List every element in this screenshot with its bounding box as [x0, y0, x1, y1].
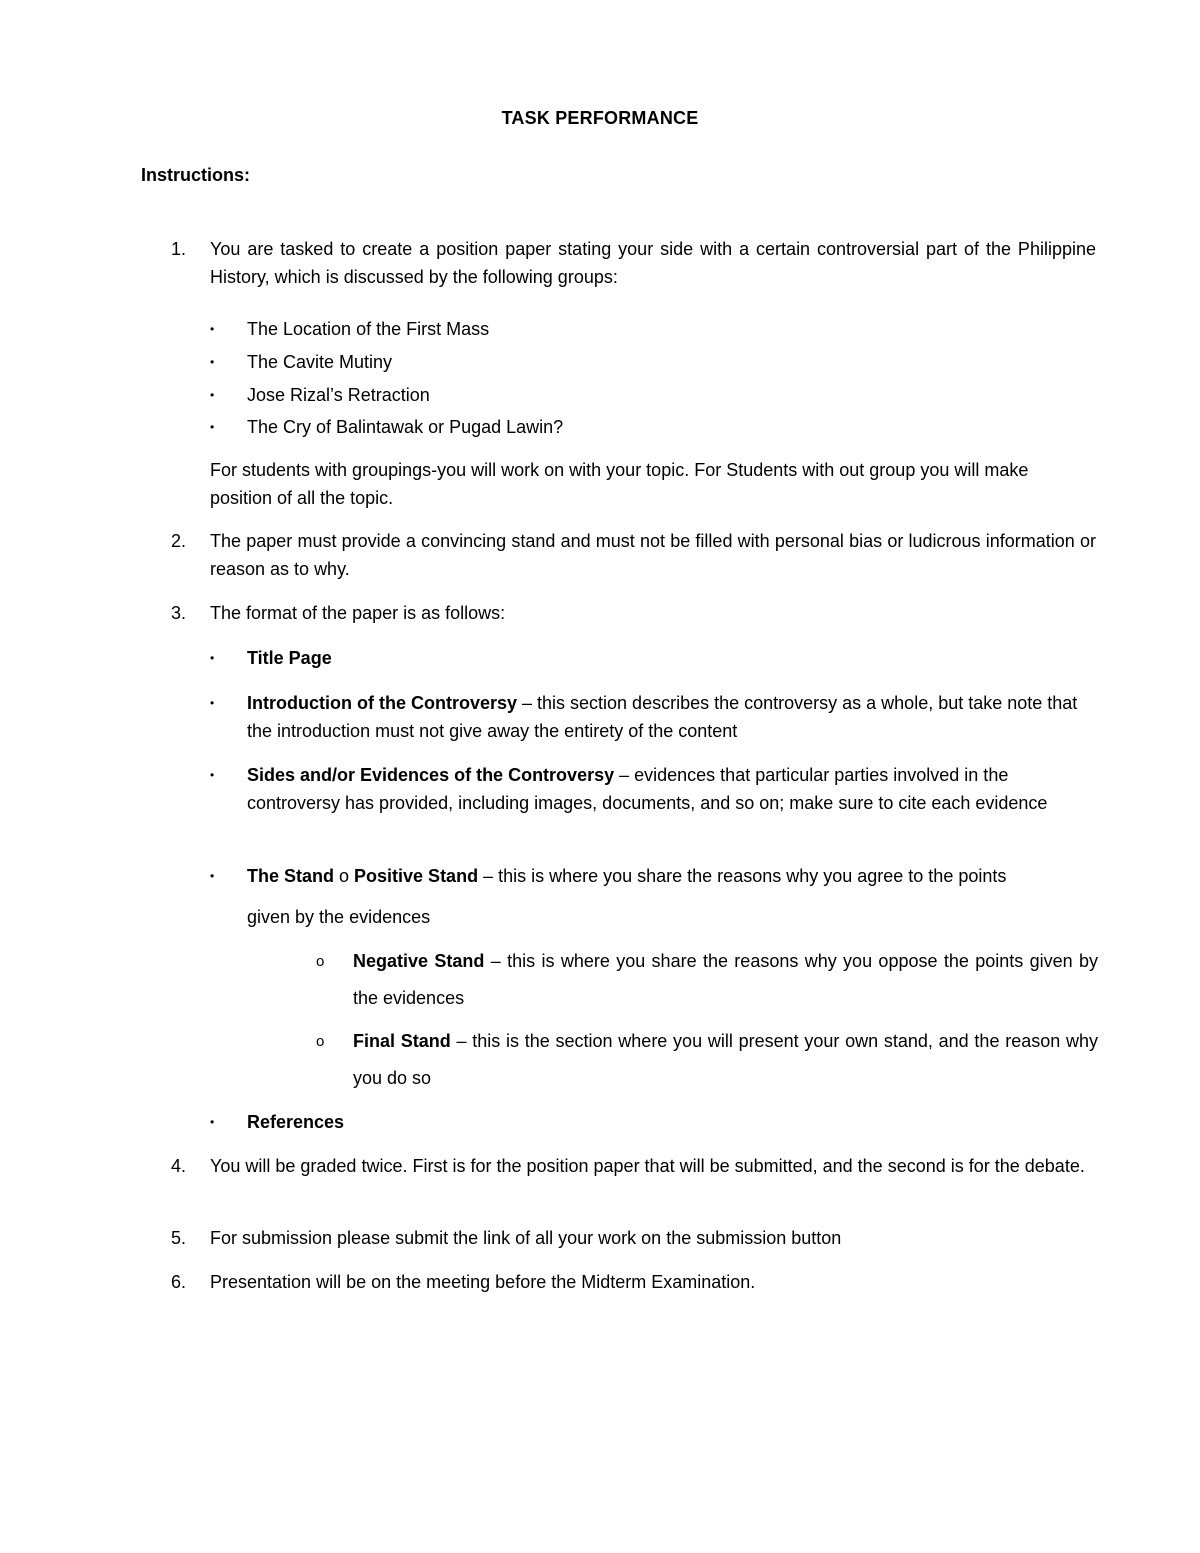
topic-text: The Cavite Mutiny: [247, 352, 393, 372]
topic-text: The Location of the First Mass: [247, 319, 490, 339]
item-number: 2.: [171, 531, 187, 551]
topic-text: The Cry of Balintawak or Pugad Lawin?: [247, 417, 564, 437]
circle-bullet-icon: o: [316, 1033, 325, 1050]
final-stand-text: – this is the section where you will present your own stand, and the reason why you do so: [353, 1031, 1098, 1088]
circle-bullet-icon: o: [316, 953, 325, 970]
negative-stand-text: – this is where you share the reasons why you oppose the points given by the evidences: [353, 951, 1098, 1008]
item-text: Presentation will be on the meeting before the Midterm Examination.: [210, 1272, 756, 1292]
format-label: Title Page: [247, 648, 332, 668]
instructions-heading: Instructions:: [141, 165, 251, 185]
item-text: The format of the paper is as follows:: [210, 603, 506, 623]
format-label: Introduction of the Controversy: [247, 693, 517, 713]
item-text: For submission please submit the link of all your work on the submission button: [210, 1228, 842, 1248]
item-number: 6.: [171, 1272, 187, 1292]
negative-stand-label: Negative Stand: [353, 951, 485, 971]
format-label: References: [247, 1112, 345, 1132]
item-number: 5.: [171, 1228, 187, 1248]
format-description: – this section describes the controversy as a whole, but take note that the introduction must not give away the entirety of the content: [247, 693, 1078, 741]
bullet-icon: •: [210, 420, 215, 434]
bullet-icon: •: [210, 388, 215, 402]
item-text: The paper must provide a convincing stand and must not be filled with personal bias or ludicrous information or reason as to why.: [210, 531, 1096, 579]
bullet-icon: •: [210, 1115, 215, 1129]
item-number: 1.: [171, 239, 187, 259]
item-number: 4.: [171, 1156, 187, 1176]
grouping-note: For students with groupings-you will work on with your topic. For Students with out group you will make position of all the topic.: [210, 460, 1029, 508]
item-text: You will be graded twice. First is for the position paper that will be submitted, and the second is for the debate.: [210, 1156, 1085, 1176]
item-text: You are tasked to create a position paper stating your side with a certain controversial part of the Philippine History, which is discussed by the following groups:: [210, 239, 1096, 287]
topic-text: Jose Rizal’s Retraction: [247, 385, 430, 405]
bullet-icon: •: [210, 322, 215, 336]
positive-stand-continuation: given by the evidences: [247, 907, 431, 927]
format-label: Sides and/or Evidences of the Controversy: [247, 765, 615, 785]
bullet-icon: •: [210, 651, 215, 665]
item-number: 3.: [171, 603, 187, 623]
bullet-icon: •: [210, 696, 215, 710]
bullet-icon: •: [210, 355, 215, 369]
positive-stand-label: Positive Stand: [354, 866, 479, 886]
sub-marker: o: [334, 866, 355, 886]
bullet-icon: •: [210, 869, 215, 883]
final-stand-label: Final Stand: [353, 1031, 451, 1051]
bullet-icon: •: [210, 768, 215, 782]
format-description: – evidences that particular parties involved in the controversy has provided, including images, documents, and so on; make sure to cite each evidence: [247, 765, 1048, 813]
format-label: The Stand: [247, 866, 335, 886]
document-title: TASK PERFORMANCE: [501, 108, 699, 128]
positive-stand-text: – this is where you share the reasons why you agree to the points: [478, 866, 1007, 886]
